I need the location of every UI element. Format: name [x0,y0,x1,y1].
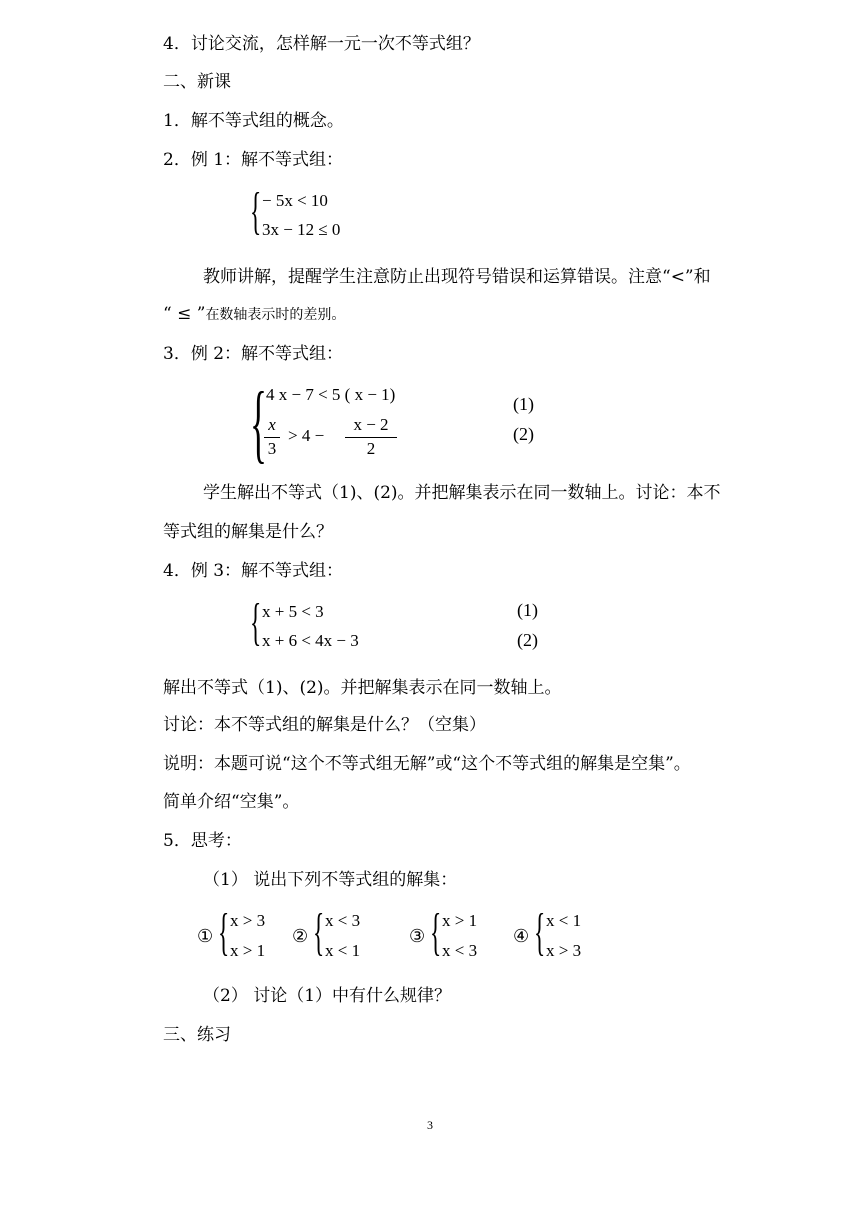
numerator: x − 2 [353,415,389,434]
equation-tag-1: (1) [517,600,538,620]
system-3-row-2: x < 3 [442,941,478,960]
ex3-inequality-2: x + 6 < 4x − 3 [262,631,359,650]
numerator: x [268,415,276,434]
system-2-row-2: x < 1 [325,941,361,960]
item-4-discussion: 4．讨论交流，怎样解一元一次不等式组？ [163,34,480,54]
system-2-row-1: x < 3 [325,911,361,930]
ex2-inequality-1: 4 x − 7 < 5 ( x − 1) [266,385,396,404]
system-4-row-1: x < 1 [546,911,582,930]
system-4-row-2: x > 3 [546,941,582,960]
section-new-lesson: 二、新课 [163,72,231,92]
ex3-inequality-1: x + 5 < 3 [262,602,324,621]
ex1-inequality-2: 3x − 12 ≤ 0 [262,220,341,239]
equation-tag-2: (2) [513,424,534,444]
system-3-row-1: x > 1 [442,911,478,930]
item-5-think: 5．思考： [163,831,242,851]
ex2-fraction-x-minus-2-over-2 [345,415,397,459]
discussion-empty-set: 讨论：本不等式组的解集是什么？（空集） [163,715,486,735]
circled-two-icon: ② [292,926,309,947]
brace-icon: { [250,375,267,472]
item-3-example-2: 3．例 2：解不等式组： [163,344,344,364]
introduce-empty-set: 简单介绍“空集”。 [163,792,300,812]
equation-tag-1: (1) [513,394,534,414]
brace-icon: { [250,183,262,240]
circled-four-icon: ④ [513,926,530,947]
system-1-row-1: x > 3 [230,911,266,930]
solve-instruction: 解出不等式（1)、(2)。并把解集表示在同一数轴上。 [163,678,562,698]
think-question-1: （1） 说出下列不等式组的解集： [203,870,458,890]
item-4-example-3: 4．例 3：解不等式组： [163,561,344,581]
ex1-inequality-1: − 5x < 10 [262,191,328,210]
brace-icon: { [313,904,325,961]
denominator: 2 [366,439,376,458]
section-practice: 三、练习 [163,1025,231,1045]
item-2-example-1: 2．例 1：解不等式组： [163,150,344,170]
brace-icon: { [218,904,230,961]
circled-one-icon: ① [197,926,214,947]
le-symbol-quote: “ ≤ ” [163,304,206,324]
student-work-line-1: 学生解出不等式（1)、(2)。并把解集表示在同一数轴上。讨论：本不 [203,483,721,503]
think-question-2: （2） 讨论（1）中有什么规律？ [203,986,452,1006]
teacher-note-line-2 [163,303,345,326]
circled-three-icon: ③ [409,926,426,947]
brace-icon: { [534,904,546,961]
student-work-line-2: 等式组的解集是什么？ [163,522,333,542]
explanation-no-solution: 说明：本题可说“这个不等式组无解”或“这个不等式组的解集是空集”。 [163,754,691,774]
equation-tag-2: (2) [517,630,538,650]
page-number: 3 [427,1118,433,1132]
teacher-note-tail: 在数轴表示时的差别。 [205,307,346,323]
system-1-row-2: x > 1 [230,941,266,960]
ex2-middle-term: > 4 − [288,426,325,445]
brace-icon: { [430,904,442,961]
ex2-fraction-x-over-3 [264,415,280,459]
denominator: 3 [267,439,277,458]
item-1-concept: 1．解不等式组的概念。 [163,111,344,131]
teacher-note-line-1: 教师讲解，提醒学生注意防止出现符号错误和运算错误。注意“<”和 [203,267,711,287]
brace-icon: { [250,594,262,651]
